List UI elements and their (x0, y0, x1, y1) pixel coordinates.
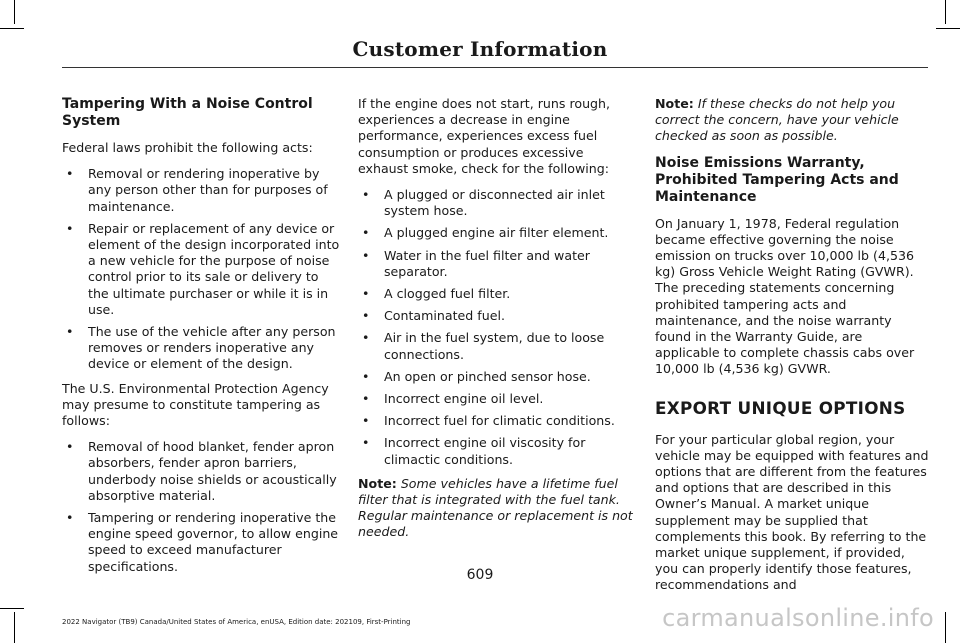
crop-mark (0, 608, 24, 609)
header-divider (62, 67, 928, 68)
bullet-icon: • (362, 247, 370, 263)
bullet-icon: • (362, 187, 370, 203)
note-label: Note: (358, 475, 397, 491)
export-options-paragraph: For your particular global region, your vehicle may be equipped with features and options that are different from the features and options that are described in this Owner’s Manual. A market unique supplement may be supplied that complements this book. By referring to the market unique supplement, if provided, you can properly identify those features, recommendations and (655, 431, 929, 593)
fuel-filter-note (358, 476, 633, 541)
bullet-icon: • (362, 435, 370, 451)
crop-mark (14, 0, 15, 24)
bullet-icon: • (362, 368, 370, 384)
bullet-icon: • (66, 439, 74, 455)
crop-mark (945, 612, 946, 643)
bullet-icon: • (362, 286, 370, 302)
list-item: • An open or pinched sensor hose. (362, 368, 591, 384)
list-item: • A clogged fuel filter. (362, 286, 511, 302)
list-item: • Water in the fuel filter and water separator. (362, 247, 590, 279)
list-item: • The use of the vehicle after any person removes or renders inoperative any device or element of the design. (66, 324, 336, 372)
bullet-list-engine-checks (358, 187, 633, 468)
bullet-icon: • (362, 225, 370, 241)
bullet-icon: • (362, 413, 370, 429)
page-title: Customer Information (352, 37, 608, 61)
list-item: • Incorrect engine oil level. (362, 391, 544, 407)
note-text: If these checks do not help you correct the concern, have your vehicle checked as soon as possible. (655, 96, 899, 144)
bullet-icon: • (66, 166, 74, 182)
intro-text: Federal laws prohibit the following acts: (62, 140, 313, 155)
crop-mark (14, 612, 15, 643)
bullet-icon: • (362, 308, 370, 324)
list-item: • A plugged engine air filter element. (362, 225, 609, 241)
list-item: • Removal of hood blanket, fender apron absorbers, fender apron barriers, underbody noise shields or acoustically absorptive material. (66, 439, 337, 503)
watermark: carmanualsonline.info (662, 604, 934, 632)
list-item: • Incorrect fuel for climatic conditions. (362, 413, 615, 429)
list-item: • Air in the fuel system, due to loose connections. (362, 330, 605, 362)
list-item: • Contaminated fuel. (362, 308, 505, 324)
bullet-icon: • (66, 510, 74, 526)
bullet-icon: • (362, 330, 370, 346)
page-number: 609 (466, 567, 494, 583)
column-1 (62, 96, 340, 583)
column-2 (358, 96, 633, 551)
crop-mark (936, 28, 960, 29)
column-3 (655, 96, 929, 604)
epa-paragraph: The U.S. Environmental Protection Agency may presume to constitute tampering as follows: (62, 380, 329, 429)
engine-check-intro: If the engine does not start, runs rough, experiences a decrease in engine performance, experiences excess fuel consumption or produces excessive exhaust smoke, check for the following: (358, 96, 611, 176)
crop-mark (945, 0, 946, 24)
footer-edition-text: 2022 Navigator (TB9) Canada/United States of America, enUSA, Edition date: 202109, First-Printing (62, 618, 411, 626)
section-heading-export-options: EXPORT UNIQUE OPTIONS (655, 397, 906, 418)
bullet-icon: • (362, 391, 370, 407)
list-item: • Incorrect engine oil viscosity for climactic conditions. (362, 435, 586, 467)
bullet-icon: • (66, 324, 74, 340)
note-text: Some vehicles have a lifetime fuel filter that is integrated with the fuel tank. Regular maintenance or replacement is not needed. (358, 475, 633, 540)
list-item: • Removal or rendering inoperative by any person other than for purposes of maintenance. (66, 166, 328, 214)
section-heading-tampering: Tampering With a Noise Control System (62, 96, 313, 129)
list-item: • A plugged or disconnected air inlet system hose. (362, 187, 605, 219)
crop-mark (0, 28, 24, 29)
checks-note (655, 96, 929, 145)
section-heading-noise-warranty: Noise Emissions Warranty, Prohibited Tampering Acts and Maintenance (655, 154, 899, 205)
list-item: • Tampering or rendering inoperative the engine speed governor, to allow engine speed to exceed manufacturer specifications. (66, 510, 339, 574)
bullet-icon: • (66, 220, 74, 236)
bullet-list-prohibited-acts (62, 166, 340, 372)
bullet-list-epa (62, 439, 340, 575)
list-item: • Repair or replacement of any device or element of the design incorporated into a new vehicle for the purpose of noise control prior to its sale or delivery to the ultimate purchaser or while it is in use. (66, 220, 340, 317)
noise-warranty-paragraph: On January 1, 1978, Federal regulation became effective governing the noise emission on trucks over 10,000 lb (4,536 kg) Gross Vehicle Weight Rating (GVWR). The preceding statements concerning prohibited tampering acts and maintenance, and the noise warranty found in the Warranty Guide, are applicable to complete chassis cabs over 10,000 lb (4,536 kg) GVWR. (655, 215, 915, 377)
note-label: Note: (655, 96, 694, 111)
